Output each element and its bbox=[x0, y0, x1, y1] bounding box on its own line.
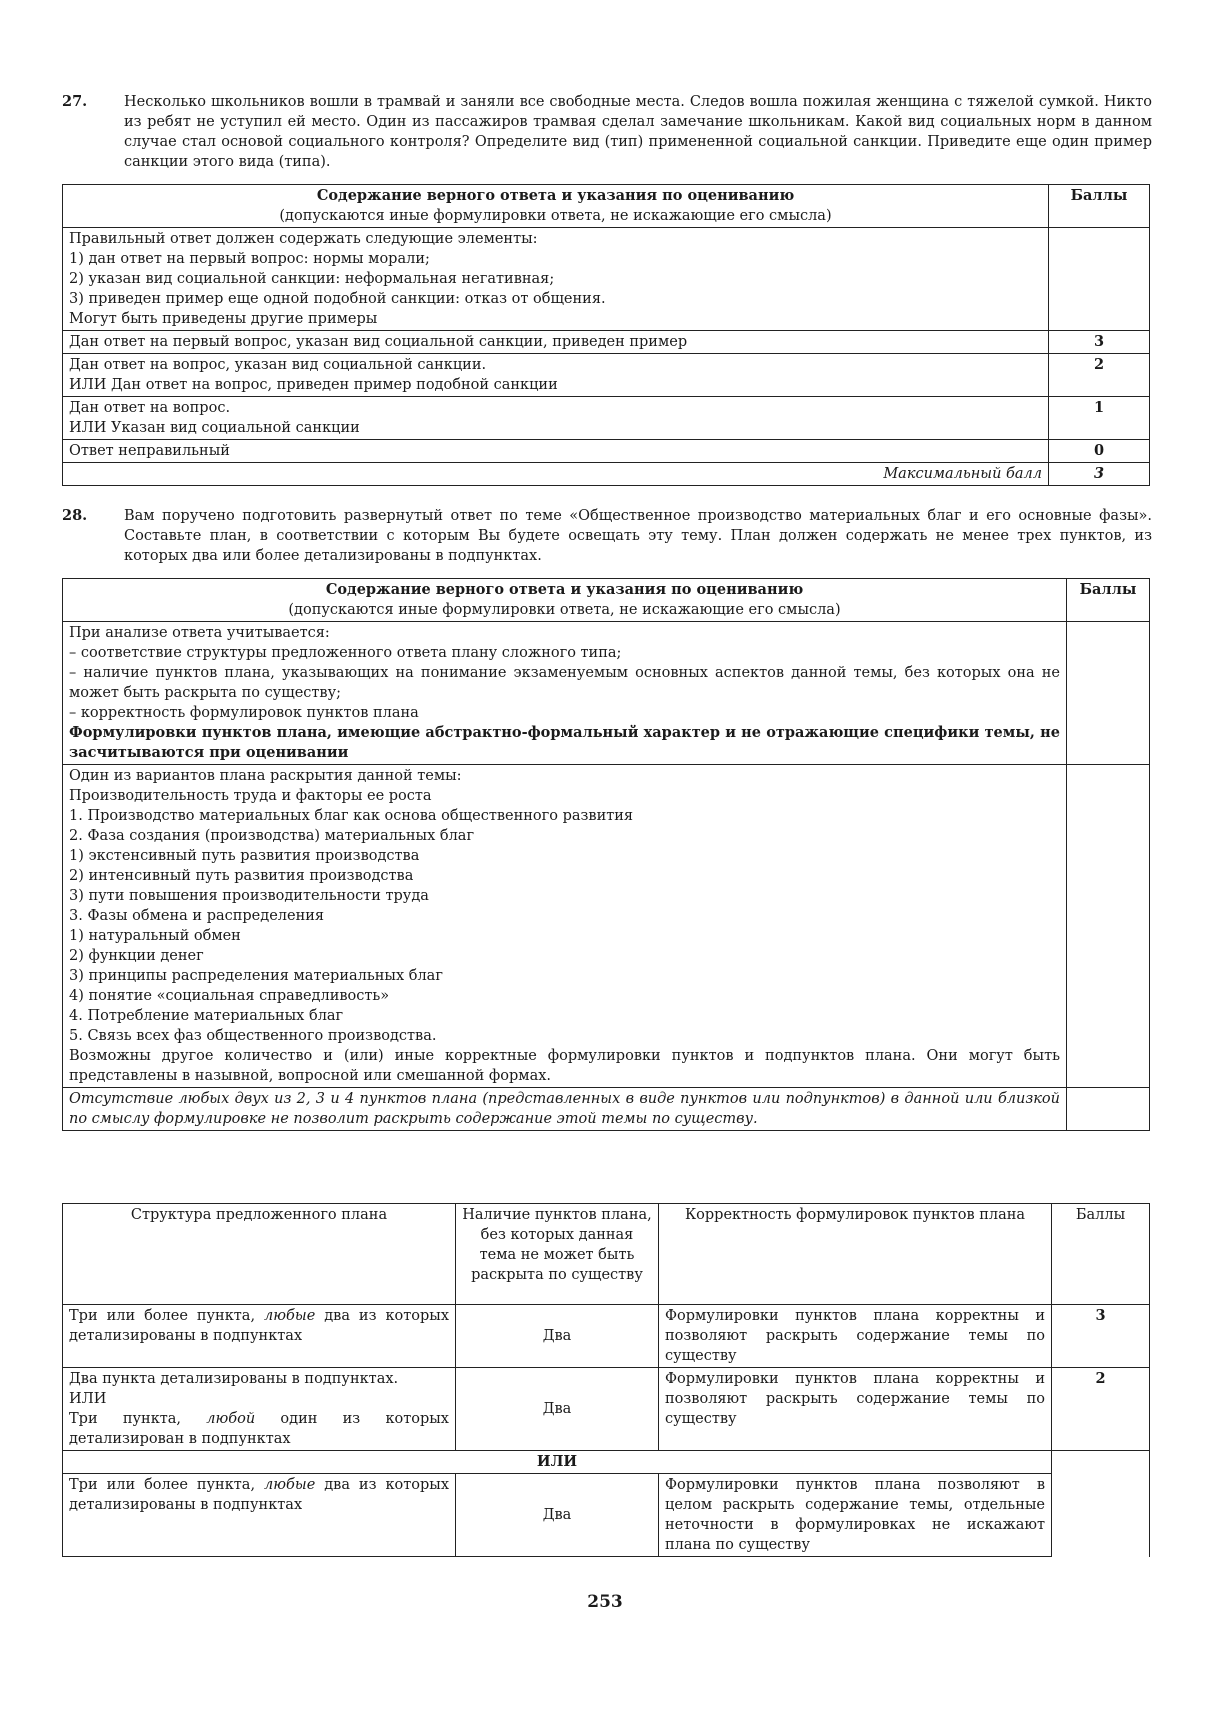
criteria-row-2b: Три или более пункта, любые два из которых детализированы в подпунктах Два Формулировки пунктов плана позволяют в целом раскрыть содержание темы, отдельные неточности в формулировках не искажают плана по существу bbox=[63, 1474, 1150, 1557]
content-header: Содержание верного ответа и указания по оцениванию (допускаются иные формулировки ответа, не искажающие его смысла) bbox=[63, 185, 1049, 228]
or-label: ИЛИ bbox=[63, 1451, 1052, 1474]
criteria-header-row bbox=[63, 1204, 1150, 1305]
content-header: Содержание верного ответа и указания по оцениванию (допускаются иные формулировки ответа, не искажающие его смысла) bbox=[63, 579, 1067, 622]
italic-note: Отсутствие любых двух из 2, 3 и 4 пунктов плана (представленных в виде пунктов или подпунктов) в данной или близкой по смыслу формулировке не позволит раскрыть содержание этой темы по существу. bbox=[63, 1088, 1067, 1131]
max-score-value: 3 bbox=[1049, 463, 1150, 486]
page-number: 253 bbox=[587, 1592, 623, 1612]
table-header-row bbox=[63, 579, 1150, 622]
criteria-table bbox=[62, 1203, 1150, 1557]
question-28 bbox=[62, 506, 1152, 566]
score-row-2: Дан ответ на вопрос, указан вид социальной санкции. ИЛИ Дан ответ на вопрос, приведен пример подобной санкции 2 bbox=[63, 354, 1150, 397]
question-text: Несколько школьников вошли в трамвай и заняли все свободные места. Следов вошла пожилая женщина с тяжелой сумкой. Никто из ребят не уступил ей место. Один из пассажиров трамвая сделал замечание школьникам. Какой вид социальных норм в данном случае стал основой социального контроля? Определите вид (тип) примененной социальной санкции. Приведите еще один пример санкции этого вида (типа). bbox=[124, 94, 1152, 170]
criteria-row-3: Три или более пункта, любые два из которых детализированы в подпунктах Два Формулировки пунктов плана корректны и позволяют раскрыть содержание темы по существу 3 bbox=[63, 1305, 1150, 1368]
plan-row bbox=[63, 765, 1150, 1088]
question-27 bbox=[62, 92, 1152, 172]
criteria-header-presence: Наличие пунктов плана, без которых данная тема не может быть раскрыта по существу bbox=[456, 1204, 659, 1305]
analysis-row bbox=[63, 622, 1150, 765]
score-row-0: Ответ неправильный 0 bbox=[63, 440, 1150, 463]
max-score-row bbox=[63, 463, 1150, 486]
question-number: 28. bbox=[62, 507, 88, 524]
elements-row bbox=[63, 228, 1150, 331]
score-row-1: Дан ответ на вопрос. ИЛИ Указан вид социальной санкции 1 bbox=[63, 397, 1150, 440]
criteria-header-correctness: Корректность формулировок пунктов плана bbox=[659, 1204, 1052, 1305]
criteria-row-2: Два пункта детализированы в подпунктах. ИЛИ Три пункта, любой один из которых детализирован в подпунктах Два Формулировки пунктов плана корректны и позволяют раскрыть содержание темы по существу 2 bbox=[63, 1368, 1150, 1451]
elements-cell: Правильный ответ должен содержать следующие элементы: 1) дан ответ на первый вопрос: нормы морали; 2) указан вид социальной санкции: неформальная негативная; 3) приведен пример еще одной подобной санкции: отказ от общения. Могут быть приведены другие примеры bbox=[63, 228, 1049, 331]
score-header: Баллы bbox=[1067, 579, 1150, 622]
analysis-cell: При анализе ответа учитывается: – соответствие структуры предложенного ответа плану сложного типа; – наличие пунктов плана, указывающих на понимание экзаменуемым основных аспектов данной темы, без которых она не может быть раскрыта по существу; – корректность формулировок пунктов плана Формулировки пунктов плана, имеющие абстрактно-формальный характер и не отражающие специфики темы, не засчитываются при оценивании bbox=[63, 622, 1067, 765]
q27-answer-table bbox=[62, 184, 1150, 486]
score-row-3: Дан ответ на первый вопрос, указан вид социальной санкции, приведен пример 3 bbox=[63, 331, 1150, 354]
question-text: Вам поручено подготовить развернутый ответ по теме «Общественное производство материальных благ и его основные фазы». Составьте план, в соответствии с которым Вы будете освещать эту тему. План должен содержать не менее трех пунктов, из которых два или более детализированы в подпунктах. bbox=[124, 508, 1152, 564]
question-number: 27. bbox=[62, 93, 88, 110]
q28-answer-table bbox=[62, 578, 1150, 1131]
plan-cell: Один из вариантов плана раскрытия данной темы: Производительность труда и факторы ее роста 1. Производство материальных благ как основа общественного развития 2. Фаза создания (производства) материальных благ 1) экстенсивный путь развития производства 2) интенсивный путь развития производства 3) пути повышения производительности труда 3. Фазы обмена и распределения 1) натуральный обмен 2) функции денег 3) принципы распределения материальных благ 4) понятие «социальная справедливость» 4. Потребление материальных благ 5. Связь всех фаз общественного производства. Возможны другое количество и (или) иные корректные формулировки пунктов и подпунктов плана. Они могут быть представлены в назывной, вопросной или смешанной формах. bbox=[63, 765, 1067, 1088]
max-score-label: Максимальный балл bbox=[63, 463, 1049, 486]
score-header: Баллы bbox=[1049, 185, 1150, 228]
table-header-row bbox=[63, 185, 1150, 228]
note-row bbox=[63, 1088, 1150, 1131]
criteria-or-row bbox=[63, 1451, 1150, 1474]
criteria-header-structure: Структура предложенного плана bbox=[63, 1204, 456, 1305]
criteria-header-score: Баллы bbox=[1052, 1204, 1150, 1305]
